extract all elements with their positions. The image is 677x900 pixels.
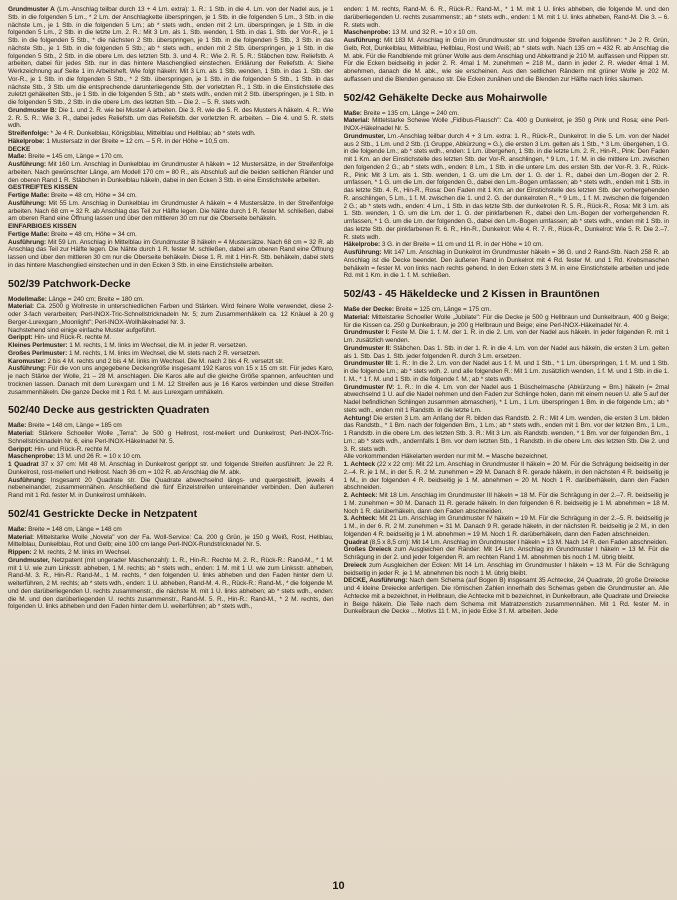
paragraph-label: 1 Quadrat: [8, 461, 39, 468]
paragraph-label: Achtung!: [343, 414, 372, 422]
paragraph: [8, 350, 334, 358]
paragraph-label: Häkelprobe:: [343, 241, 381, 249]
paragraph: [344, 345, 670, 361]
paragraph-label: Maschenprobe:: [343, 29, 391, 37]
paragraph-label: Grundmuster II:: [343, 344, 392, 352]
paragraph-text: Mittelstarke Schoeller Wolle „Jubilate": Für die Decke je 500 g Hellbraun und Dunkelbraun, 400 g Beige; für die Kissen ca. 250 g Dunkelbraun, je 200 g Hellbraun und Beige; eine Perl-INOX-Häkelnadel Nr. 4.: [343, 313, 669, 329]
paragraph: [8, 327, 334, 335]
paragraph: [344, 110, 670, 118]
paragraph-text: Netzpatent (mit ungerader Maschenzahl): 1. R., Hin-R.: Rechte M. 2. R., Rück-R.: Rand-M., * 1 M. mit 1 U. wie zum Linksstr. abheben, 1 M. rechts; ab * stets wdh., enden: 1 M. mit 1 U. wie zum Linksstr. abheben, Rand-M. 3. R., Hin-R.: Rand-M., 1 M. rechts, * den folgenden U. links abheben und den Faden hinter dem U. weiterführen, 2 M. rechts; ab * stets wdh., enden: 1 U. abheben, Rand-M. 4. R., Rück-R.: Rand-M., * die folgende M. und den darüberliegenden U. rechts zusammenstr., die nächste M. mit 1 U. links abheben; ab * stets wdh., enden: die M. und den darüberliegenden U. rechts zusammenstr., Rand-M. 5. R., Hin-R.: Rand-M., * 2 M. rechts, den folgenden U. links abheben und den Faden hinter dem U. weiterführen; ab * stets wdh.,: [8, 556, 334, 611]
paragraph-label: Großes Dreieck: [343, 546, 392, 554]
paragraph-label: Ausführung:: [343, 249, 382, 256]
paragraph-label: Maße:: [8, 422, 27, 430]
paragraph: [344, 562, 670, 578]
paragraph-label: Maße:: [343, 109, 362, 117]
paragraph-text: Breite = 125 cm, Länge = 175 cm.: [393, 306, 492, 313]
paragraph-label: Material:: [8, 303, 35, 311]
paragraph-label: Ausführung:: [8, 476, 47, 484]
paragraph-label: Grundmuster A: [8, 6, 55, 13]
paragraph: [344, 133, 670, 242]
paragraph-label: Fertige Maße:: [8, 192, 50, 199]
paragraph-text: enden: 1 M. rechts, Rand-M. 6. R., Rück-R.: Rand-M., * 1 M. mit 1 U. links abheben, die folgende M. und den darüberliegenden U. rechts zusammenstr.; ab * stets wdh., enden: 1 M. mit 1 U. links abheben, Rand-M. Die 3. – 6. R. stets wdh.: [343, 6, 669, 29]
paragraph: [8, 200, 334, 223]
paragraph-label: Grundmuster,: [343, 132, 386, 140]
paragraph: [8, 430, 334, 446]
sub-heading: GESTREIFTES KISSEN: [8, 184, 78, 192]
paragraph-text: Die ersten 3 Lm. am Anfang der R. bilden das Randstb. 2. R.: Mit 4 Lm. wenden, die ersten 3 Lm. bilden das Randstb., * 1 Bm. nach der folgenden Bm., 1 Lm.; ab * stets wdh., enden mit 1 Bm. vor der letzten Bm., 1 Lm., 1 Randstb. in die obere Lm. des letzten Stb. 3. R.: Mit 3 Lm. als Randstb. wenden, * 1 Bm. vor der folgenden Bm., 1 Lm.; ab * stets wdh., andernfalls 1 Bm. vor dem letzten Stb., 1 Randstb. in die obere Lm. des letzten Stb. Die 2. und 3. R. stets wdh.: [343, 414, 669, 453]
paragraph-text: Insgesamt 20 Quadrate str. Die Quadrate abwechselnd längs- und quergestreift, jeweils 4 nebeneinander, zusammennähen. Anschließend die fünf Einzelstreifen untereinander verbinden. Den äußeren Rand mit 1 Rd. fester M. in Dunkelrost umhäkeln.: [8, 476, 334, 499]
paragraph: [344, 546, 670, 562]
paragraph-label: Karomuster:: [8, 357, 46, 365]
section-heading: 502/40 Decke aus gestrickten Quadraten: [8, 404, 210, 417]
paragraph: [8, 6, 334, 107]
paragraph: [344, 249, 670, 280]
paragraph: [344, 314, 670, 330]
paragraph-label: Dreieck: [343, 561, 367, 569]
paragraph-label: 1. Achteck: [343, 461, 376, 468]
paragraph-label: Großes Perlmuster:: [8, 349, 68, 357]
sub-heading: EINFARBIGES KISSEN: [8, 223, 77, 230]
paragraph-label: Grundmuster B:: [8, 106, 57, 114]
paragraph-label: Gerippt:: [8, 445, 33, 453]
paragraph-text: Mit 21 Lm. Anschlag im Grundmuster IV häkeln = 19 M. Für die Schrägung in der 2.–5. R. beidseitig je 1 M., in der 6. R. 2 M. zunehmen = 31 M. Danach 9 R. gerade häkeln, in der nächsten R. beidseitig je 2 M., in den folgenden 4 R. beidseitig je 1 M. abnehmen = 19 M. Noch 1 R. darüberhäkeln, dann den Faden abschneiden.: [343, 515, 669, 538]
paragraph-label: Häkelprobe:: [8, 137, 45, 145]
left-column: [8, 6, 334, 878]
paragraph-text: Feste M. Die 1. f. M. der 1. R. in die 2. Lm. von der Nadel aus häkeln. In jeder folgenden R. mit 1 Lm. zusätzlich wenden.: [343, 329, 669, 344]
paragraph-text: Nach dem Schema (auf Bogen B) insgesamt 35 Achtecke, 24 Quadrate, 20 große Dreiecke und 4 kleine Dreiecke anfertigen. Die römischen Zahlen innerhalb des Schemas geben die Grundmuster an. Alle Achtecke mit a bezeichnet, in Hellbraun, die Achtecke mit b bezeichnet, in Dunkelbraun, alle Quadrate und Dreiecke in Beige häkeln. Die Teile nach dem Schema mit Matratzenstich zusammennähen. Mit 1 Rd. fester M. in Dunkelbraun die Decke ... Motivs 11 f. M., in jede Ecke 3 f. M. arbeiten. Jede: [343, 577, 669, 616]
paragraph: [344, 577, 670, 616]
section-heading: 502/42 Gehäkelte Decke aus Mohairwolle: [343, 91, 548, 104]
paragraph-text: Mittelstarke Schewe Wolle „Fidibus-Flausch": Ca. 400 g Dunkelrot, je 350 g Pink und Rosa; eine Perl-INOX-Häkelnadel Nr. 5.: [343, 117, 669, 132]
paragraph-label: Fertige Maße:: [8, 230, 50, 238]
paragraph-text: Breite = 135 cm, Länge = 240 cm.: [361, 109, 459, 117]
sub-heading: DECKE: [8, 145, 31, 153]
paragraph-label: Kleines Perlmuster:: [8, 342, 68, 349]
paragraph-label: Maße der Decke:: [343, 306, 394, 313]
paragraph-text: Für die von uns angegebene Deckengröße insgesamt 192 Karos von 15 x 15 cm str. Für jedes Karo, je nach Stärke der Wolle, 21 – 28 M. anschlagen. Die Karos alle auf die gleiche Größe spannen, anfeuchten und trocknen lassen. Danach mit dem Lurexgarn und 1 M. 12 Streifen aus je 16 Karos verbinden und diese Streifen zusammenhäkeln. Die ganze Decke mit 1 Rd. f. M. aus Lurexgarn umhäkeln.: [8, 365, 334, 396]
paragraph-text: Mit 147 Lm. Anschlag in Dunkelrot im Grundmuster häkeln = 36 G. und 2 Rand-Stb. Nach 258 R. ab Anschlag ist die Decke beendet. Den äußeren Rand in Dunkelrot mit 4 Rd. fester M. und 1 Rd. Krebsmaschen behäkeln = fester M. von links nach rechts gehend. In den Ecken stets 3 M. in eine Einstichstelle arbeiten und jede Rd. mit 1 Km. in die 1. f. M. schließen.: [343, 249, 669, 280]
paragraph-label: Grundmuster,: [8, 556, 50, 564]
columns: [8, 6, 669, 878]
paragraph: [8, 557, 334, 611]
paragraph-label: Quadrat: [343, 538, 368, 546]
paragraph-label: 3. Achteck:: [343, 515, 378, 523]
paragraph-text: Hin- und Rück-R. rechte M.: [32, 445, 112, 453]
paragraph-text: 1 M. rechts, 1 M. links im Wechsel, die M. in jeder R. versetzen.: [67, 342, 248, 349]
paragraph: [8, 461, 334, 477]
paragraph-label: Material:: [343, 117, 370, 125]
paragraph-text: 2 M. rechts, 2 M. links im Wechsel.: [31, 549, 131, 556]
paragraph-text: Breite = 148 cm, Länge = 185 cm: [26, 422, 122, 430]
paragraph: [344, 453, 670, 461]
paragraph: [8, 358, 334, 366]
paragraph: [8, 130, 334, 138]
paragraph-label: Gerippt:: [8, 334, 33, 342]
paragraph-text: Stärkere Schoeller Wolle „Terra": Je 500 g Hellrost, rost-meliert und Dunkelrost; Perl-INOX-Tric-Schnellstricknadeln Nr. 6, eine Perl-INOX-Häkelnadel Nr. 5.: [8, 430, 334, 445]
paragraph-text: Lm.-Anschlag teilbar durch 4 + 3 Lm. extra: 1. R., Rück-R., Dunkelrot: In die 5. Lm. von der Nadel aus 2 Stb., 1 Lm. und 2 Stb. (1 Gruppe, Abkürzung = G.), die ersten 3 Lm. gelten als 1 Stb., * 3 Lm. übergehen, 1 G. in die folgende Lm.; ab * stets wdh., enden: 1 Lm. übergehen, 1 Stb. in die letzte Lm. 2. R., Hin-R., Pink: Den Faden mit 1 Km. an der Einstichstelle des letzten Stb. der Vor-R. anschlingen, * 9 Lm., 1 f. M. in die mittlere Lm. zwischen den folgenden 2 G.; ab * stets wdh., enden: 8 Lm., 1 Stb. in die untere Lm. des ersten Stb. der Vor-R. 3. R., Rück-R., Pink: Mit 3 Lm. als 1. Stb. wenden, 1 G. um die Lm. der 1. G. der 1. R., dabei den Lm.-Bogen der 2. R. umfassen, * 1 G. um die Lm. der folgenden G., dabei den Lm.-Bogen umfassen; ab * stets wdh., enden mit 1 Stb. in das letzte Stb. 4. R., Hin-R., Rosa: Den Faden mit 1 Km. an der Einstichstelle des letzten Stb. der vorhergehenden R. anschlingen, 5 Lm., 1 f. M. zwischen die 1. und 2. G. der dunkelroten R., * 9 Lm., 1 f. M. zwischen die folgenden 2 G.; ab * stets wdh., enden: 4 Lm., 1 Stb. in das letzte Stb. der dunkelroten R. 5. R., Rück-R., Rosa: Mit 3 Lm. als 1. Stb. wenden, 1 G. um die Lm. der 1. G. der pinkfarbenen R., dabei den Lm.-Bogen der vorhergehenden R. umfassen, * 1 G. um die Lm. der folgenden G., dabei den Lm.-Bogen umfassen; ab * stets wdh., enden mit 1 Stb. in das letzte Stb. der pinkfarbenen R. 6. R., Hin-R., Dunkelrot: Wie 4. R. 7. R., Rück-R., Dunkelrot: Wie 5. R. Die 2.–7. R. stets wdh.: [343, 132, 669, 241]
paragraph-text: Mit 59 Lm. Anschlag in Mittelblau im Grundmuster B häkeln = 4 Mustersätze. Nach 68 cm = 32 R. ab Anschlag das Teil zur Hälfte legen. Die Nähte durch 1 R. fester M. schließen, dabei am oberen Rand eine Öffnung lassen und über den mittleren 30 cm nur die Oberseite behäkeln. Diese 1. R. mit 1 Hin-R. Stb. behäkeln, dabei stets in das hintere Maschenglied einstechen und in den Ecken 3 Stb. in eine Einstichstelle arbeiten.: [8, 238, 334, 269]
paragraph: [344, 492, 670, 515]
paragraph: [8, 422, 334, 430]
paragraph-text: 13 M. und 26 R. = 10 x 10 cm.: [54, 453, 142, 461]
paragraph: [8, 107, 334, 130]
paragraph: [344, 360, 670, 383]
page-number: 10: [332, 880, 345, 892]
right-column: [344, 6, 670, 878]
paragraph: [8, 296, 334, 304]
paragraph-text: Hin- und Rück-R. rechte M.: [32, 334, 112, 342]
paragraph-text: Mit 55 Lm. Anschlag in Dunkelblau im Grundmuster A häkeln = 4 Mustersätze. In der Streifenfolge arbeiten. Nach 68 cm = 32 R. ab Anschlag das Teil zur Hälfte legen. Die Nähte durch 1 R. fester M. schließen, dabei am oberen Rand eine Öffnung lassen und über den mittleren 30 cm nur die Oberseite behäkeln.: [8, 199, 334, 223]
paragraph-text: 3 G. in der Breite = 11 cm und 11 R. in der Höhe = 10 cm.: [380, 241, 544, 249]
paragraph: [8, 334, 334, 342]
paragraph-label: Maße:: [8, 153, 27, 161]
paragraph-label: Grundmuster IV:: [343, 383, 395, 391]
paragraph-text: Stäbchen. Das 1. Stb. in der 1. R. in die 4. Lm. von der Nadel aus häkeln, die ersten 3 Lm. gelten als 1. Stb. Das 1. Stb. jeder folgenden R. durch 3 Lm. ersetzen.: [343, 344, 669, 360]
paragraph: [344, 515, 670, 538]
paragraph: [344, 241, 670, 249]
paragraph-text: Mittelstarke Wolle „Novela" von der Fa. Woll-Service: Ca. 200 g Grün, je 150 g Weiß, Rost, Hellblau, Mittelblau, Dunkelblau, Rot und Gelb; eine 100 cm lange Perl-INOX-Rundstricknadel Nr. 5.: [8, 533, 334, 549]
paragraph: [8, 161, 334, 184]
paragraph-label: Rippen:: [8, 549, 32, 556]
paragraph-label: Material:: [343, 313, 370, 321]
paragraph-text: Breite = 48 cm, Höhe = 34 cm.: [49, 192, 137, 199]
paragraph: [8, 365, 334, 396]
paragraph: [8, 446, 334, 454]
paragraph-label: Ausführung:: [343, 37, 382, 44]
paragraph-text: 1. R.: In die 2. Lm. von der Nadel aus 1 f. M. und 1 Stb., * 1 Lm. überspringen, 1 f. M. und 1 Stb. in die folgende Lm.; ab * stets wdh. 2. und alle folgenden R.: Mit 1 Lm. zusätzlich wenden, 1 f. M. und 1 Stb. in die 1. f. M., * 1 f. M. und 1 Stb. in die folgende f. M.; ab * stets wdh.: [343, 360, 669, 383]
paragraph: [8, 231, 334, 239]
paragraph: [8, 138, 334, 146]
paragraph: [344, 117, 670, 133]
section-heading: 502/41 Gestrickte Decke in Netzpatent: [8, 507, 198, 520]
paragraph: [344, 539, 670, 547]
paragraph-label: Grundmuster III:: [343, 360, 393, 368]
paragraph-text: 1 M. rechts, 1 M. links im Wechsel, die M. stets nach 2 R. versetzen.: [67, 349, 261, 357]
section-heading: 502/39 Patchwork-Decke: [8, 277, 131, 290]
paragraph-text: Ca. 2500 g Wollreste in unterschiedlichen Farben und Stärken. Wird feinere Wolle verwendet, diese 2- oder 3-fach verarbeiten; Perl-INOX-Tric-Schnellstricknadeln Nr. 5; zum Zusammenhäkeln ca. 12 Knäuel à 20 g Berger-Lurexgarn „Moonlight"; Perl-INOX-Wollhäkelnadel Nr. 3.: [8, 303, 334, 326]
paragraph-text: 37 x 37 cm: Mit 48 M. Anschlag in Dunkelrost gerippt str. und folgende Streifen ausführen: Je 22 R. Dunkelrost, rost-meliert und Hellrost. Nach 36 cm = 102 R. ab Anschlag die M. abk.: [8, 461, 334, 476]
paragraph: [8, 239, 334, 270]
paragraph: [344, 415, 670, 454]
paragraph: [8, 153, 334, 161]
paragraph-label: DECKE, Ausführung:: [343, 577, 408, 585]
paragraph: [344, 6, 670, 29]
paragraph-text: Mit 18 Lm. Anschlag im Grundmuster III häkeln = 18 M. Für die Schrägung in der 2.–7. R. beidseitig je 1 M. zunehmen = 30 M. Danach 11 R. gerade häkeln. In den folgenden 6 R. beidseitig je 1 M. abnehmen = 18 M. Noch 1 R. darüberhäkeln, dann den Faden abschneiden.: [343, 492, 669, 515]
paragraph-text: 2 bis 4 M. rechts und 2 bis 4 M. links im Wechsel. Die M. nach 2 bis 4 R. versetzt str.: [45, 357, 284, 365]
paragraph-text: Alle vorkommenden Häkelarten werden nur mit M. = Masche bezeichnet.: [343, 453, 548, 461]
paragraph-text: Länge = 240 cm; Breite = 180 cm.: [46, 295, 144, 303]
paragraph-text: (Lm.-Anschlag teilbar durch 13 + 4 Lm. extra): 1. R.: 1 Stb. in die 4. Lm. von der Nadel aus, je 1 Stb. in die folgenden 5 Lm., * 2 Lm. der Anschlagkette überspringen, je 1 Stb. in die folgenden 5 Lm., 3 Stb. in die nächste Lm., je 1 Stb. in die folgenden 5 Lm.; ab * stets wdh., enden mit 2 Lm. überspringen, je 1 Stb. in die folgenden 5 Lm., 2 Stb. in die letzte Lm. 2. R.: Mit 3 Lm. als 1. Stb. wenden, 1 Stb. in das 1. Stb. der Vor-R., je 1 Stb. in die folgenden 5 Stb., * die nächsten 2 Stb. überspringen, je 1 Stb. in die folgenden 5 Stb., 3 Stb. in das nächste Stb., je 1 Stb. in die folgenden 5 Stb.; ab * stets wdh., enden mit 2 Stb. überspringen, je 1 Stb. in die folgenden 5 Stb., 2 Stb. in die obere Lm. des letzten Stb. 3. und 4. R.: Wie 2. R. 5. R.: Stäbchen bzw. Reliefstb. A arbeiten, dabei für jedes Stb. nur in das hintere Maschenglied einstechen. Erklärung der Reliefstb. A: Siehe Werkzeichnung auf Seite 1 im Arbeitsheft. Wie folgt häkeln: Mit 3 Lm. als 1 Stb. wenden, 1 Stb. in das 1. Stb. der Vor-R., je 1 Stb. in die folgenden 5 Stb., * 2 Stb. überspringen, je 1 Stb. in die folgenden 5 Stb., 1 Stb. in das nächste Stb., 3 Stb. um die entsprechende darunterliegende Stb. der vorletzten R., 1 Stb. in die Einstichstelle des zuletzt gehäkelten Stb., je 1 Stb. in die folgenden 5 Stb.; ab * stets wdh., enden mit 2 Stb. überspringen, je 1 Stb. in die folgenden 5 Stb., 2 Stb. in die obere Lm. des letzten Stb. – Die 2. – 5. R. stets wdh.: [8, 6, 334, 106]
paragraph-text: Die 1. und 2. R. wie bei Muster A arbeiten. Die 3. R. wie die 5. R. des Musters A häkeln. 4. R.: Wie 2. R. 5. R.: Wie 3. R., dabei jedes Reliefstb. um das Reliefstb. der vorletzten R. arbeiten. – Die 4. und 5. R. stets wdh.: [8, 106, 334, 130]
paragraph: [344, 306, 670, 314]
paragraph: [8, 477, 334, 500]
paragraph-text: Mit 160 Lm. Anschlag in Dunkelblau im Grundmuster A häkeln = 12 Mustersätze, in der Streifenfolge arbeiten. Nach gewünschter Länge, am Modell 170 cm = 80 R., als Abschluß auf die beiden seitlichen Ränder und den oberen Rand 1 R. Stäbchen in Dunkelblau häkeln, dabei in den Ecken 3 Stb. in eine Einstichstelle arbeiten.: [8, 161, 334, 184]
paragraph-label: Ausführung:: [8, 199, 47, 207]
paragraph-text: Mit 183 M. Anschlag in Grün im Grundmuster str. und folgende Streifen ausführen: * Je 2 R. Grün, Gelb, Rot, Dunkelblau, Mittelblau, Hellblau, Rost und Weiß; ab * stets wdh. Nach 135 cm = 432 R. ab Anschlag die M. abk. Für die Randblende mit grüner Wolle aus dem Anschlag und Abkettrand je 210 M. auffassen und Rippen str. Für die Ecken beidseitig in jeder 2. R. 4mal 1 M. zunehmen = 218 M., dann in jeder 2. R. wieder 4mal 1 M. abnehmen, danach die M. abk., wie sie erscheinen. Aus den seitlichen Rändern mit grüner Wolle je 202 M. auffassen und die Blenden genauso str. Die Ecken zunähen und die Blenden zur Hälfte nach links säumen.: [343, 37, 669, 83]
paragraph-label: Material:: [8, 430, 35, 437]
paragraph-text: (22 x 22 cm): Mit 22 Lm. Anschlag in Grundmuster II häkeln = 20 M. Für die Schrägung beidseitig in der 2.–4. R. je 1 M., in der 5. R. 2 M. zunehmen = 29 M. Danach 8 R. gerade häkeln, in den nächsten 4 R. beidseitig je 1 M., in der folgenden 4 R. beidseitig je 1 M. abnehmen = 20 M. Noch 1 R. darüberhäkeln, dann den Faden abschneiden.: [343, 461, 669, 492]
paragraph: [8, 303, 334, 326]
paragraph-text: (8,5 x 8,5 cm): Mit 14 Lm. Anschlag im Grundmuster I häkeln = 13 M. Nach 14 R. den Faden abschneiden.: [367, 538, 668, 546]
paragraph-text: 13 M. und 32 R. = 10 x 10 cm.: [390, 29, 478, 37]
paragraph-label: Maschenprobe:: [8, 453, 55, 461]
section-heading: 502/43 - 45 Häkeldecke und 2 Kissen in Brauntönen: [343, 288, 600, 300]
paragraph: [344, 329, 670, 345]
paragraph-text: Nachstehend sind einige einfache Muster aufgeführt.: [8, 326, 157, 334]
paragraph-label: Modellmaße:: [8, 295, 47, 303]
paragraph-text: zum Ausgleichen der Ecken: Mit 14 Lm. Anschlag im Grundmuster I häkeln = 13 M. Für die Schrägung beidseitig in jeder R. je 1 M. abnehmen bis noch 1 M. übrig bleibt.: [343, 561, 669, 577]
paragraph-text: 1 Mustersatz in der Breite = 12 cm. – 5 R. in der Höhe = 10,5 cm.: [44, 137, 230, 145]
paragraph: [8, 342, 334, 350]
paragraph-label: 2. Achteck:: [343, 492, 378, 499]
paragraph: [8, 526, 334, 534]
paragraph: [344, 384, 670, 415]
paragraph: [8, 549, 334, 557]
paragraph-label: Material:: [8, 533, 35, 541]
paragraph-text: Breite = 145 cm, Länge = 170 cm.: [26, 153, 124, 161]
paragraph-label: Ausführung:: [8, 161, 47, 168]
paragraph-label: Ausführung:: [8, 238, 47, 246]
paragraph-label: Streifenfolge:: [8, 130, 49, 137]
paragraph: [8, 534, 334, 550]
paragraph: [8, 192, 334, 200]
paragraph-text: Breite = 48 cm, Höhe = 34 cm.: [49, 230, 137, 238]
paragraph: [344, 37, 670, 84]
paragraph-text: * Je 4 R. Dunkelblau, Königsblau, Mittelblau und Hellblau; ab * stets wdh.: [48, 130, 256, 137]
paragraph-text: zum Ausgleichen der Ränder: Mit 14 Lm. Anschlag im Grundmuster I häkeln = 13 M. Für die Schrägung in der 2. und jeder folgenden R. am rechten Rand 1 M. abnehmen bis noch 1 M. übrig bleibt.: [343, 546, 669, 561]
paragraph-label: Grundmuster I:: [343, 329, 390, 337]
paragraph: [344, 461, 670, 492]
paragraph-label: Maße:: [8, 525, 27, 533]
paragraph-label: Ausführung:: [8, 365, 47, 373]
paragraph-text: 1. R.: In die 4. Lm. von der Nadel aus 1 Büschelmasche (Abkürzung = Bm.) häkeln (= 2mal abwechselnd 1 U. auf die Nadel nehmen und den Faden zur Schlinge holen, dann mit einem neuen U. alle 5 auf der Nadel befindlichen Schlingen zusammen abmaschen), * 1 Lm., 1 Lm. überspringen 1 Bm. in die folgende Lm.; ab * stets wdh., enden mit 1 Randstb. in die letzte Lm.: [343, 383, 669, 414]
paragraph: [8, 453, 334, 461]
paragraph: [344, 29, 670, 37]
paragraph-text: Breite = 148 cm, Länge = 148 cm: [26, 525, 122, 533]
